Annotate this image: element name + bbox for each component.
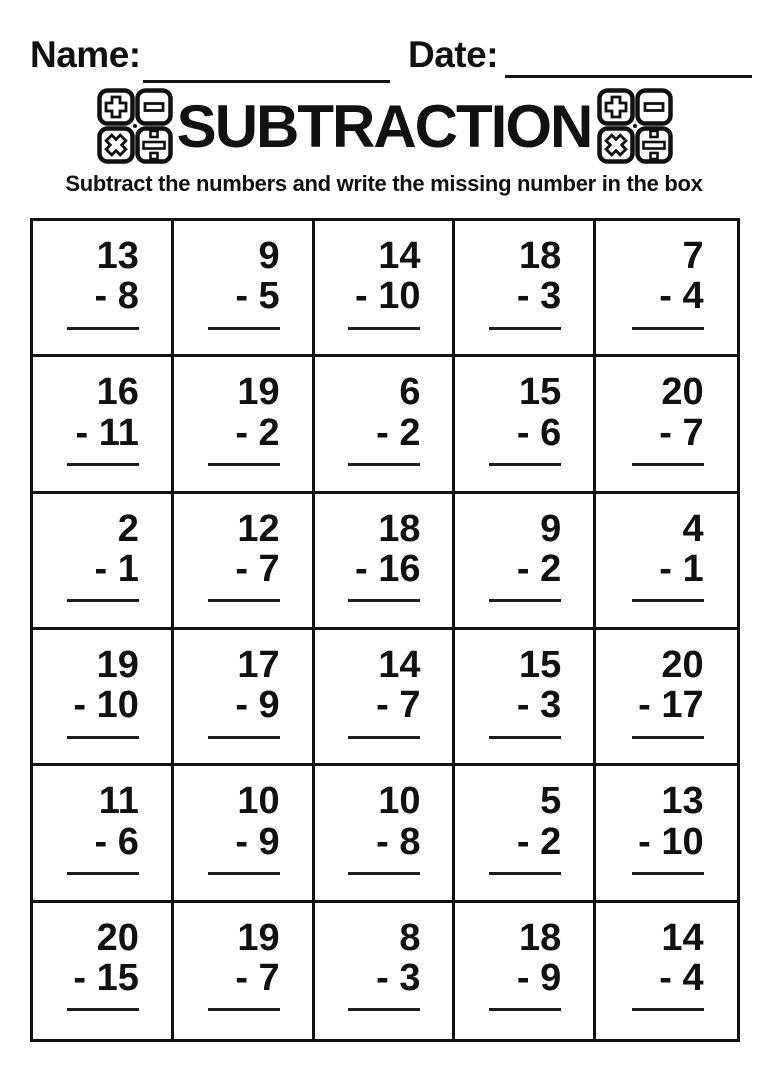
answer-line[interactable] (67, 736, 139, 739)
answer-line[interactable] (632, 872, 704, 875)
subtrahend-row: - 9 (235, 820, 280, 863)
answer-line[interactable] (489, 1008, 561, 1011)
answer-line[interactable] (208, 1008, 280, 1011)
minuend: 8 (399, 916, 421, 959)
minuend: 9 (540, 507, 562, 550)
subtrahend-row: - 17 (638, 684, 704, 727)
answer-line[interactable] (67, 872, 139, 875)
minuend: 18 (519, 916, 562, 959)
problem-cell (33, 221, 174, 357)
answer-line[interactable] (348, 599, 420, 602)
subtraction-problem (206, 781, 280, 875)
problems-grid (30, 218, 740, 1042)
problem-cell (315, 630, 456, 766)
problem-cell (596, 766, 737, 902)
problem-cell (315, 766, 456, 902)
answer-line[interactable] (67, 1008, 139, 1011)
minuend: 20 (661, 371, 704, 414)
minuend: 4 (682, 507, 704, 550)
subtraction-problem (206, 918, 280, 1012)
problem-cell (596, 903, 737, 1039)
answer-line[interactable] (348, 736, 420, 739)
subtraction-problem (346, 372, 420, 466)
problem-cell (174, 357, 315, 493)
answer-line[interactable] (632, 1008, 704, 1011)
problem-cell (174, 903, 315, 1039)
subtraction-problem (487, 781, 561, 875)
minuend: 6 (399, 371, 421, 414)
answer-line[interactable] (489, 872, 561, 875)
subtrahend-row: - 10 (355, 275, 421, 318)
answer-line[interactable] (489, 463, 561, 466)
answer-line[interactable] (632, 736, 704, 739)
minuend: 18 (519, 235, 562, 277)
answer-line[interactable] (348, 463, 420, 466)
subtraction-problem (206, 372, 280, 466)
subtraction-problem (346, 781, 420, 875)
problem-cell (455, 357, 596, 493)
problem-cell (315, 221, 456, 357)
problem-cell (315, 357, 456, 493)
minuend: 12 (237, 507, 280, 550)
subtraction-problem (487, 372, 561, 466)
minuend: 9 (258, 235, 280, 277)
answer-line[interactable] (489, 736, 561, 739)
subtraction-problem (206, 645, 280, 739)
minuend: 7 (682, 235, 704, 277)
minuend: 19 (237, 916, 280, 959)
answer-line[interactable] (632, 599, 704, 602)
subtrahend-row: - 2 (376, 411, 421, 454)
problem-cell (33, 630, 174, 766)
answer-line[interactable] (208, 872, 280, 875)
subtrahend-row: - 10 (73, 684, 139, 727)
subtrahend-row: - 16 (355, 547, 421, 590)
problem-cell (174, 766, 315, 902)
problem-cell (596, 357, 737, 493)
minuend: 14 (378, 643, 421, 686)
minuend: 18 (378, 507, 421, 550)
answer-line[interactable] (348, 327, 420, 330)
subtrahend-row: - 9 (516, 956, 562, 999)
name-label: Name: (30, 34, 141, 75)
problem-cell (455, 494, 596, 630)
minuend: 14 (378, 235, 421, 277)
subtrahend-row: - 3 (516, 684, 562, 727)
subtrahend-row: - 8 (94, 275, 139, 318)
subtrahend-row: - 1 (659, 547, 704, 590)
answer-line[interactable] (208, 463, 280, 466)
subtrahend-row: - 8 (376, 820, 421, 863)
minuend: 10 (237, 780, 280, 823)
answer-line[interactable] (348, 1008, 420, 1011)
minuend: 20 (96, 916, 139, 959)
subtrahend-row: - 6 (516, 411, 562, 454)
minuend: 2 (117, 507, 139, 550)
problem-cell (455, 766, 596, 902)
subtraction-problem (206, 236, 280, 330)
problem-cell (596, 630, 737, 766)
problem-cell (174, 221, 315, 357)
subtrahend-row: - 7 (659, 411, 704, 454)
subtrahend-row: - 7 (376, 684, 421, 727)
subtraction-problem (206, 509, 280, 603)
answer-line[interactable] (208, 599, 280, 602)
subtraction-problem (487, 918, 561, 1012)
minuend: 13 (96, 235, 139, 277)
subtrahend-row: - 5 (235, 275, 280, 318)
name-input-line[interactable] (143, 80, 390, 83)
subtraction-problem (487, 645, 561, 739)
subtraction-problem (346, 236, 420, 330)
problem-cell (33, 357, 174, 493)
problem-cell (33, 766, 174, 902)
subtrahend-row: - 7 (235, 956, 280, 999)
minuend: 15 (519, 371, 562, 414)
subtrahend-row: - 2 (516, 820, 562, 863)
answer-line[interactable] (489, 599, 561, 602)
minuend: 17 (237, 643, 280, 686)
minuend: 13 (661, 780, 704, 823)
minuend: 19 (237, 371, 280, 414)
answer-line[interactable] (632, 463, 704, 466)
subtraction-problem (630, 372, 704, 466)
subtrahend-row: - 4 (659, 275, 704, 318)
subtraction-problem (346, 509, 420, 603)
problem-cell (33, 494, 174, 630)
minuend: 15 (519, 643, 562, 686)
problem-cell (315, 903, 456, 1039)
answer-line[interactable] (632, 327, 704, 330)
subtrahend-row: - 9 (235, 684, 280, 727)
date-label: Date: (408, 34, 499, 75)
subtraction-problem (630, 918, 704, 1012)
subtrahend-row: - 6 (94, 820, 139, 863)
answer-line[interactable] (348, 872, 420, 875)
subtraction-problem (346, 918, 420, 1012)
problem-cell (596, 494, 737, 630)
subtraction-problem (630, 236, 704, 330)
problem-cell (596, 221, 737, 357)
answer-line[interactable] (67, 463, 139, 466)
minuend: 16 (96, 371, 139, 414)
minuend: 5 (540, 780, 562, 823)
problem-cell (174, 630, 315, 766)
subtraction-problem (487, 236, 561, 330)
subtrahend-row: - 3 (516, 275, 562, 318)
subtraction-problem (487, 509, 561, 603)
subtraction-problem (630, 509, 704, 603)
subtraction-problem (65, 645, 139, 739)
subtrahend-row: - 7 (235, 547, 280, 590)
subtrahend-row: - 3 (376, 956, 421, 999)
subtrahend-row: - 10 (638, 820, 704, 863)
answer-line[interactable] (208, 736, 280, 739)
answer-line[interactable] (208, 327, 280, 330)
problem-cell (455, 630, 596, 766)
date-input-line[interactable] (505, 75, 752, 78)
problem-cell (174, 494, 315, 630)
subtrahend-row: - 2 (235, 411, 280, 454)
problem-cell (315, 494, 456, 630)
minuend: 10 (378, 780, 421, 823)
subtrahend-row: - 11 (75, 411, 139, 454)
subtraction-problem (65, 781, 139, 875)
instruction-text: Subtract the numbers and write the missing number in the box (65, 171, 703, 196)
problem-cell (455, 221, 596, 357)
subtraction-problem (346, 645, 420, 739)
subtrahend-row: - 15 (73, 956, 139, 999)
answer-line[interactable] (489, 327, 561, 330)
subtraction-problem (65, 918, 139, 1012)
answer-line[interactable] (67, 599, 139, 602)
subtraction-problem (65, 372, 139, 466)
problem-cell (33, 903, 174, 1039)
subtrahend-row: - 4 (659, 956, 704, 999)
subtraction-problem (630, 781, 704, 875)
minuend: 20 (661, 643, 704, 686)
subtraction-problem (65, 236, 139, 330)
subtraction-problem (630, 645, 704, 739)
minuend: 14 (661, 916, 704, 959)
page-title: SUBTRACTION (176, 93, 592, 160)
subtrahend-row: - 1 (94, 547, 139, 590)
problem-cell (455, 903, 596, 1039)
minuend: 19 (96, 643, 139, 686)
answer-line[interactable] (67, 327, 139, 330)
subtraction-problem (65, 509, 139, 603)
subtrahend-row: - 2 (516, 547, 562, 590)
minuend: 11 (98, 780, 139, 823)
